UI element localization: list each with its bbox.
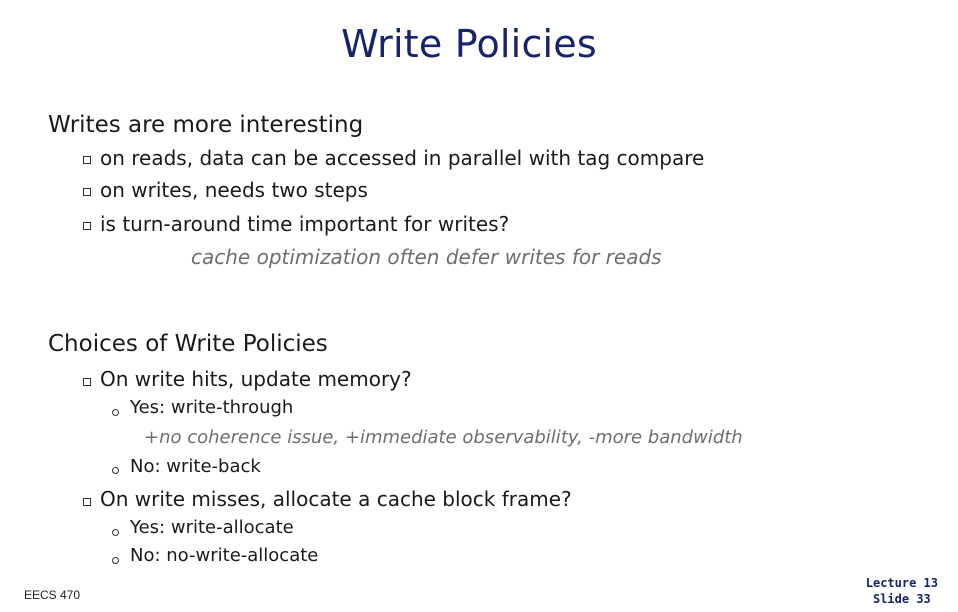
bullet-item-write-hits: On write hits, update memory? bbox=[100, 367, 412, 391]
square-bullet-icon bbox=[83, 188, 91, 196]
circle-bullet-icon bbox=[112, 557, 119, 564]
sub-item-write-back: No: write-back bbox=[130, 456, 261, 477]
section-heading-writes: Writes are more interesting bbox=[48, 112, 364, 138]
section-heading-choices: Choices of Write Policies bbox=[48, 331, 328, 357]
circle-bullet-icon bbox=[112, 529, 119, 536]
sub-item-write-through: Yes: write-through bbox=[130, 397, 294, 418]
square-bullet-icon bbox=[83, 222, 91, 230]
sub-item-write-allocate: Yes: write-allocate bbox=[130, 517, 294, 538]
bullet-item: on writes, needs two steps bbox=[100, 178, 368, 202]
lecture-label: Lecture 13 bbox=[865, 576, 938, 590]
slide-title: Write Policies bbox=[341, 22, 597, 66]
circle-bullet-icon bbox=[112, 467, 119, 474]
slide-label: Slide 33 bbox=[872, 592, 931, 606]
slide-number bbox=[866, 575, 938, 607]
bullet-item-write-misses: On write misses, allocate a cache block frame? bbox=[100, 487, 572, 511]
course-label: EECS 470 bbox=[24, 588, 81, 602]
italic-note: cache optimization often defer writes for reads bbox=[191, 245, 662, 269]
square-bullet-icon bbox=[83, 156, 91, 164]
circle-bullet-icon bbox=[112, 409, 119, 416]
bullet-item: is turn-around time important for writes? bbox=[100, 212, 510, 236]
square-bullet-icon bbox=[83, 378, 91, 386]
sub-item-no-write-allocate: No: no-write-allocate bbox=[130, 545, 319, 566]
bullet-item: on reads, data can be accessed in parallel with tag compare bbox=[100, 146, 705, 170]
square-bullet-icon bbox=[83, 498, 91, 506]
italic-note: +no coherence issue, +immediate observability, -more bandwidth bbox=[144, 427, 743, 448]
